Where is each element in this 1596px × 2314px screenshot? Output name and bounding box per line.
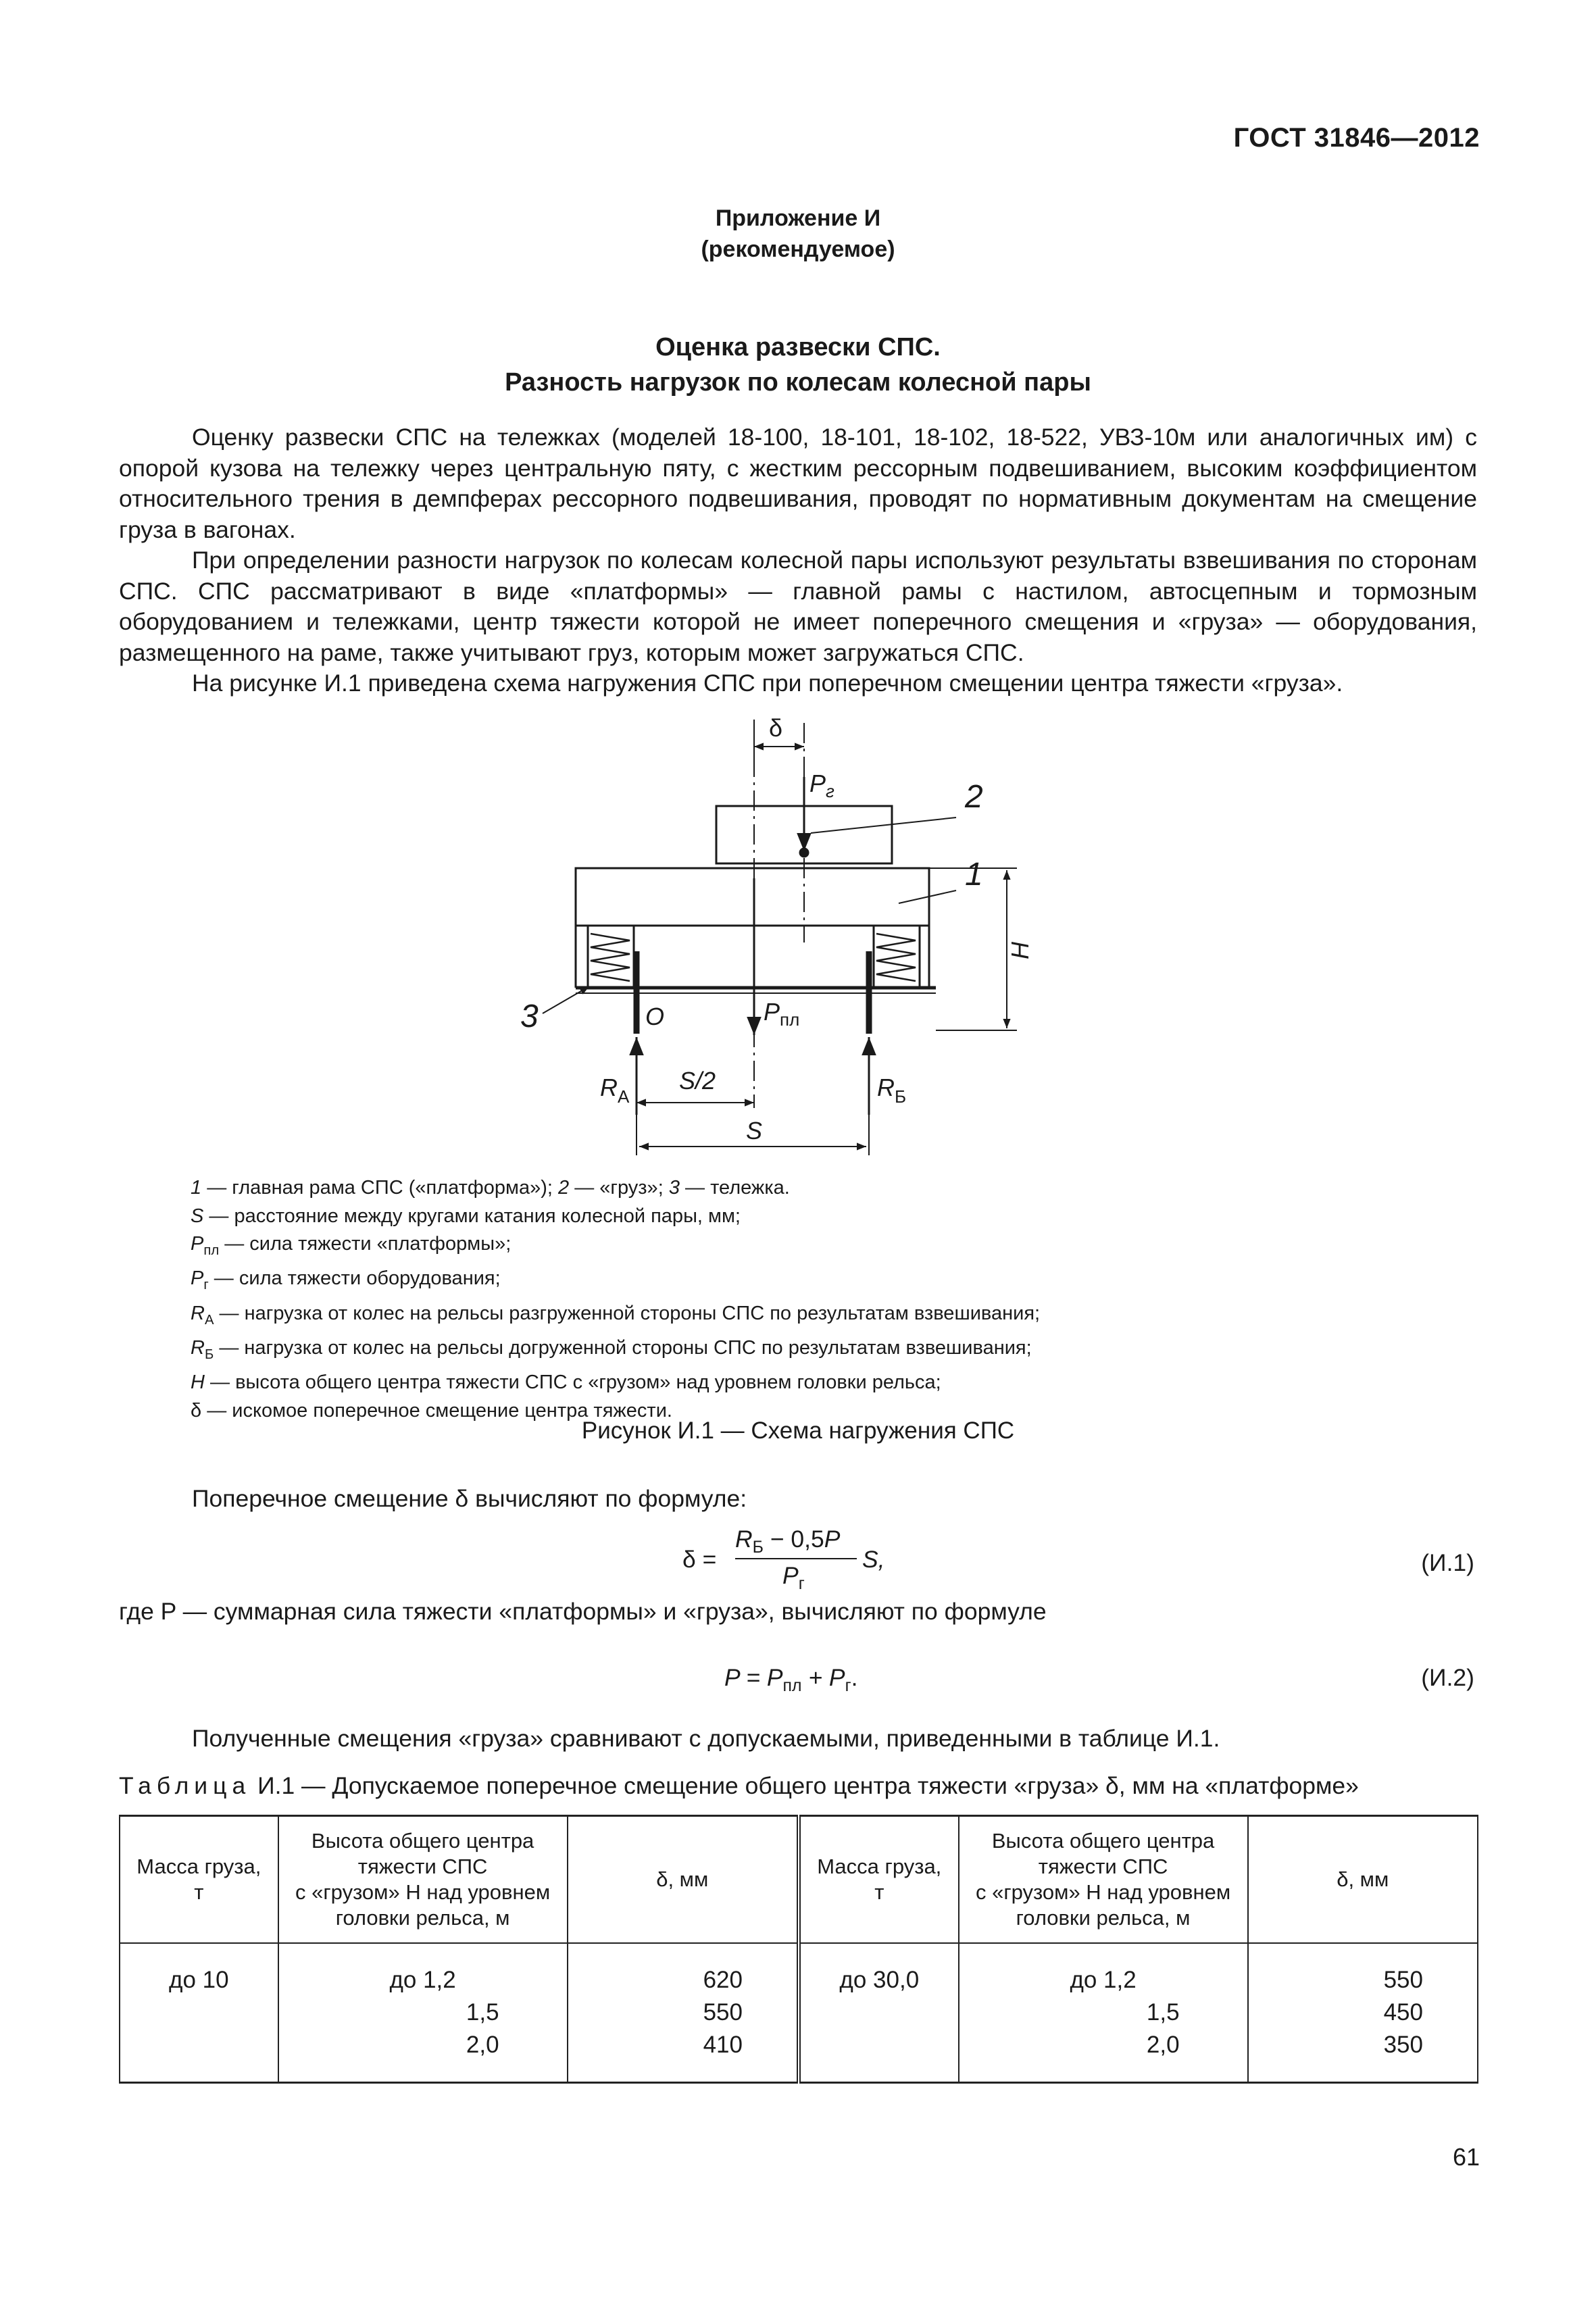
label-num-3: 3 [520,999,539,1034]
formula-1 [682,1526,939,1593]
header-mass: Масса груза, т [799,1816,959,1944]
figure-caption: Рисунок И.1 — Схема нагружения СПС [581,1417,1015,1444]
svg-text:RА [600,1074,630,1107]
paragraph: Оценку развески СПС на тележках (моделей 18-100, 18-101, 18-102, 18-522, УВЗ-10м или аналогичных им) с опорой кузова на тележку через центральную пяту, с жестким рессорным подвешиванием, высоким коэффициентом относительного трения в демпферах рессорного подвешивания, проводят по нормативным документам на смещение груза в вагонах. [119,424,1477,543]
figure-legend [191,1174,1040,1425]
label-s: S [746,1117,763,1145]
label-pg-sub: г [826,781,834,801]
label-ra: R [600,1074,618,1101]
label-rb-sub: Б [895,1086,907,1107]
legend-item: $P_г$ — сила тяжести оборудования; [191,1267,501,1293]
formula-intro: Поперечное смещение δ вычисляют по формуле: [192,1485,747,1512]
label-ra-sub: А [618,1086,630,1107]
section-title-line2: Разность нагрузок по колесам колесной пары [505,368,1091,397]
cell-mass: до 10 [120,1943,278,2083]
platform-frame [576,868,929,926]
spring-left [591,934,630,981]
formula-1-number: (И.1) [1421,1549,1474,1576]
table-caption: Таблица И.1 — Допускаемое поперечное смещение общего центра тяжести «груза» δ, мм на «платформе» [119,1772,1359,1799]
cell-heights: до 1,2 1,5 2,0 [959,1943,1248,2083]
formula-2: $P = P_{пл} + P_г$. [724,1664,858,1696]
label-delta: δ [769,714,783,742]
legend-item: δ — искомое поперечное смещение центра тяжести. [191,1399,672,1422]
label-num-2: 2 [965,779,983,815]
svg-text:RБ [877,1074,906,1107]
legend-item: $P_{пл}$ — сила тяжести «платформы»; [191,1233,512,1258]
label-h: H [1006,942,1034,959]
header-height: Высота общего центра тяжести СПС с «грузом» H над уровнем головки рельса, м [959,1816,1248,1944]
fraction-bar [735,1558,857,1559]
legend-item: S — расстояние между кругами катания колесной пары, мм; [191,1205,741,1227]
svg-text:Pг [809,770,834,801]
spring-right [876,934,916,981]
formula-1-numerator: $R_Б - 0,5P$ [735,1526,841,1557]
header-delta: δ, мм [568,1816,799,1944]
paragraph: При определении разности нагрузок по колесам колесной пары используют результаты взвешивания по сторонам СПС. СПС рассматривают в виде «платформы» — главной рамы с настилом, автосцепным и тормозным оборудованием и тележками, центр тяжести которой не имеет поперечного смещения и «груза» — оборудования, размещенного на раме, также учитывают груз, которым может загружаться СПС. [119,547,1477,666]
cell-deltas: 550 450 350 [1248,1943,1478,2083]
annex-status: (рекомендуемое) [701,236,895,262]
label-ppl: P [764,998,780,1026]
table-header-row [120,1816,1478,1944]
cell-mass: до 30,0 [799,1943,959,2083]
label-o: O [645,1003,665,1030]
header-height: Высота общего центра тяжести СПС с «грузом» H над уровнем головки рельса, м [278,1816,568,1944]
page-number: 61 [1452,2143,1480,2171]
formula-1-denominator: $P_г$ [782,1562,805,1594]
cell-deltas: 620 550 410 [568,1943,799,2083]
label-pg: P [809,770,826,797]
header-delta: δ, мм [1248,1816,1478,1944]
label-rb: R [877,1074,895,1101]
legend-item: $R_Б$ — нагрузка от колес на рельсы догруженной стороны СПС по результатам взвешивания; [191,1336,1032,1362]
annex-title: Приложение И [715,205,881,231]
label-ppl-sub: пл [780,1009,800,1030]
legend-item: H — высота общего центра тяжести СПС с «грузом» над уровнем головки рельса; [191,1372,941,1394]
paragraph: На рисунке И.1 приведена схема нагружения СПС при поперечном смещении центра тяжести «груза». [192,670,1343,697]
formula-1-lhs: δ = [682,1546,717,1573]
svg-text:Pпл [764,998,799,1030]
formula-1-tail: S, [862,1546,885,1573]
formula-conclusion: Полученные смещения «груза» сравнивают с допускаемыми, приведенными в таблице И.1. [192,1725,1220,1752]
cell-heights: до 1,2 1,5 2,0 [278,1943,568,2083]
section-title-line1: Оценка развески СПС. [655,333,941,361]
standard-code: ГОСТ 31846—2012 [1233,123,1480,153]
legend-item: 1 — главная рама СПС («платформа»); 2 — «груз»; 3 — тележка. [191,1177,790,1199]
legend-item: $R_А$ — нагрузка от колес на рельсы разгруженной стороны СПС по результатам взвешивания; [191,1302,1041,1328]
header-mass: Масса груза, т [120,1816,278,1944]
displacement-table [119,1815,1478,2084]
formula-2-number: (И.2) [1421,1664,1474,1691]
label-num-1: 1 [965,857,983,892]
formula-where: где P — суммарная сила тяжести «платформы» и «груза», вычисляют по формуле [119,1598,1047,1625]
label-s-half: S/2 [679,1067,716,1095]
table-row [120,1943,1478,2083]
